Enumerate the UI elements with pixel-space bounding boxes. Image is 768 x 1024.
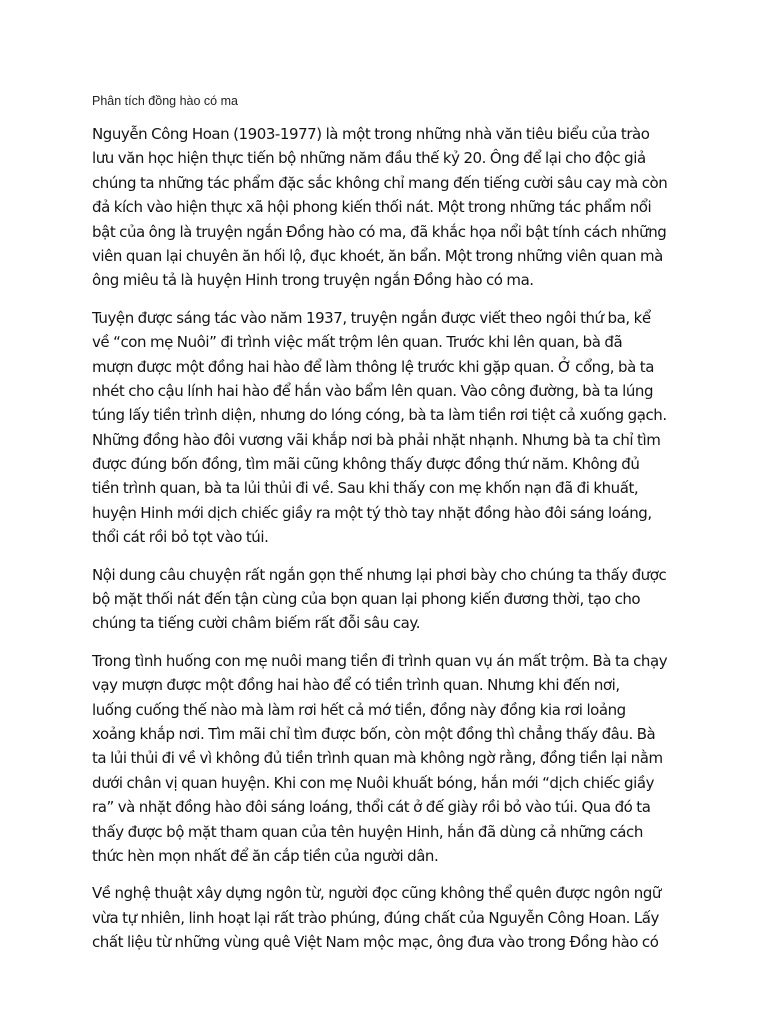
text-line: ra” và nhặt đồng hào đôi sáng loáng, thổi cát ở đế giày rồi bỏ vào túi. Qua đó ta bbox=[92, 798, 651, 817]
text-line: chúng ta những tác phẩm đặc sắc không chỉ mang đến tiếng cười sâu cay mà còn bbox=[92, 173, 668, 192]
text-line: viên quan lại chuyên ăn hối lộ, đục khoét, ăn bẩn. Một trong những viên quan mà bbox=[92, 246, 663, 265]
text-line: Về nghệ thuật xây dựng ngôn từ, người đọc cũng không thể quên được ngôn ngữ bbox=[92, 884, 661, 903]
text-line: thổi cát rồi bỏ tọt vào túi. bbox=[92, 528, 269, 547]
text-line: lưu văn học hiện thực tiến bộ những năm đầu thế kỷ 20. Ông để lại cho độc giả bbox=[92, 149, 646, 168]
document-body bbox=[92, 122, 712, 968]
text-line: ông miêu tả là huyện Hinh trong truyện ngắn Đồng hào có ma. bbox=[92, 271, 534, 290]
text-line: Tuyện được sáng tác vào năm 1937, truyện ngắn được viết theo ngôi thứ ba, kể bbox=[92, 308, 651, 327]
text-line: bật của ông là truyện ngắn Đồng hào có ma, đã khắc họa nổi bật tính cách những bbox=[92, 222, 667, 241]
paragraph bbox=[92, 881, 712, 954]
text-line: vạy mượn được một đồng hai hào để có tiền trình quan. Nhưng khi đến nơi, bbox=[92, 676, 620, 695]
text-line: nhét cho cậu lính hai hào để hắn vào bẩm lên quan. Vào công đường, bà ta lúng bbox=[92, 381, 654, 400]
document-title: Phân tích đồng hào có ma bbox=[92, 94, 238, 108]
text-line: tiền trình quan, bà ta lủi thủi đi về. Sau khi thấy con mẹ khốn nạn đã đi khuất, bbox=[92, 479, 639, 498]
text-line: dưới chân vị quan huyện. Khi con mẹ Nuôi khuất bóng, hắn mới “dịch chiếc giầy bbox=[92, 773, 655, 792]
text-line: mượn được một đồng hai hào để làm thông lệ trước khi gặp quan. Ở cổng, bà ta bbox=[92, 357, 654, 376]
text-line: xoảng khắp nơi. Tìm mãi chỉ tìm được bốn, còn một đồng thì chẳng thấy đâu. Bà bbox=[92, 724, 656, 743]
text-line: vừa tự nhiên, linh hoạt lại rất trào phúng, đúng chất của Nguyễn Công Hoan. Lấy bbox=[92, 908, 659, 927]
text-line: bộ mặt thối nát đến tận cùng của bọn quan lại phong kiến đương thời, tạo cho bbox=[92, 590, 641, 609]
paragraph bbox=[92, 563, 712, 636]
paragraph bbox=[92, 122, 712, 293]
paragraph bbox=[92, 306, 712, 550]
text-line: luống cuống thế nào mà làm rơi hết cả mớ tiền, đồng này đồng kia rơi loảng bbox=[92, 700, 626, 719]
text-line: về “con mẹ Nuôi” đi trình việc mất trộm lên quan. Trước khi lên quan, bà đã bbox=[92, 333, 623, 352]
text-line: thấy được bộ mặt tham quan của tên huyện Hinh, hắn đã dùng cả những cách bbox=[92, 822, 643, 841]
text-line: Trong tình huống con mẹ nuôi mang tiền đi trình quan vụ án mất trộm. Bà ta chạy bbox=[92, 651, 668, 670]
text-line: ta lủi thủi đi về vì không đủ tiền trình quan mà không ngờ rằng, đồng tiền lại nằm bbox=[92, 749, 663, 768]
text-line: chúng ta tiếng cười châm biếm rất đỗi sâu cay. bbox=[92, 614, 421, 633]
text-line: đả kích vào hiện thực xã hội phong kiến thối nát. Một trong những tác phẩm nổi bbox=[92, 198, 652, 217]
text-line: Những đồng hào đôi vương vãi khắp nơi bà phải nhặt nhạnh. Nhưng bà ta chỉ tìm bbox=[92, 430, 661, 449]
text-line: Nguyễn Công Hoan (1903-1977) là một trong những nhà văn tiêu biểu của trào bbox=[92, 125, 650, 143]
text-line: được đúng bốn đồng, tìm mãi cũng không thấy được đồng thứ năm. Không đủ bbox=[92, 455, 640, 474]
text-line: Nội dung câu chuyện rất ngắn gọn thế nhưng lại phơi bày cho chúng ta thấy được bbox=[92, 565, 667, 584]
paragraph bbox=[92, 649, 712, 869]
text-line: chất liệu từ những vùng quê Việt Nam mộc mạc, ông đưa vào trong Đồng hào có bbox=[92, 933, 659, 952]
text-line: túng lấy tiền trình diện, nhưng do lóng cóng, bà ta làm tiền rơi tiệt cả xuống gạch. bbox=[92, 406, 667, 425]
text-line: thức hèn mọn nhất để ăn cắp tiền của người dân. bbox=[92, 846, 439, 865]
text-line: huyện Hinh mới dịch chiếc giầy ra một tý thò tay nhặt đồng hào đôi sáng loáng, bbox=[92, 503, 652, 522]
